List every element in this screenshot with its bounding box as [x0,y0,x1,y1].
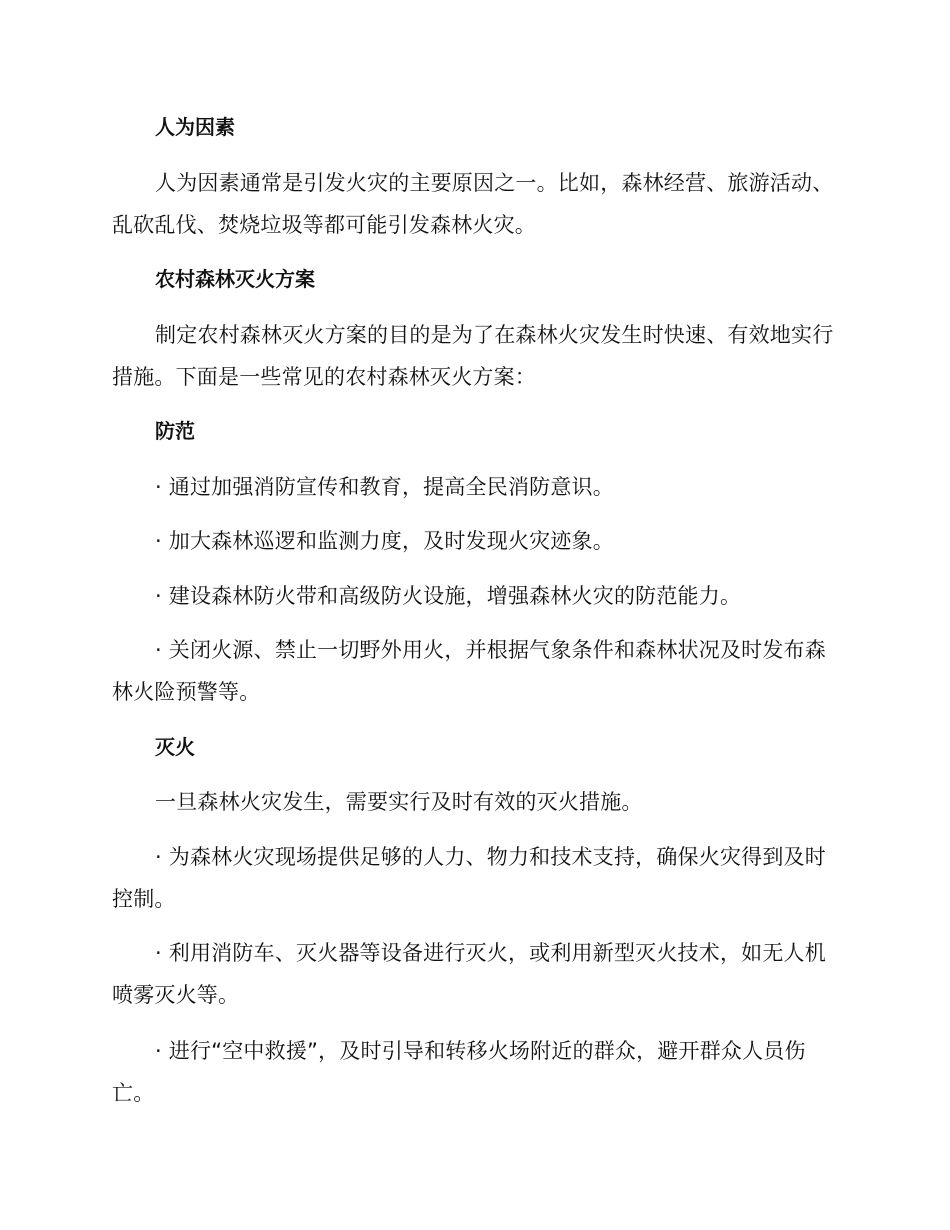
list-item-prevention-2: · 加大森林巡逻和监测力度，及时发现火灾迹象。 [155,529,614,553]
list-item-prevention-3: · 建设森林防火带和高级防火设施，增强森林火灾的防范能力。 [155,584,742,608]
section-heading-prevention: 防范 [155,419,195,443]
list-item-prevention-4: · 关闭火源、禁止一切野外用火，并根据气象条件和森林状况及时发布森林火险预警等。 [112,638,826,704]
paragraph-firefighting-intro: 一旦森林火灾发生，需要实行及时有效的灭火措施。 [155,790,643,814]
list-item-firefighting-3: · 进行“空中救援”，及时引导和转移火场附近的群众，避开群众人员伤亡。 [112,1039,806,1105]
section-heading-human-factors: 人为因素 [155,115,235,139]
list-item-prevention-1: · 通过加强消防宣传和教育，提高全民消防意识。 [155,475,614,499]
section-heading-firefighting: 灭火 [155,735,195,759]
paragraph-rural-fire-plan: 制定农村森林灭火方案的目的是为了在森林火灾发生时快速、有效地实行措施。下面是一些常见的农村森林灭火方案： [112,323,834,389]
list-item-firefighting-2: · 利用消防车、灭火器等设备进行灭火，或利用新型灭火技术，如无人机喷雾灭火等。 [112,941,826,1007]
paragraph-human-factors: 人为因素通常是引发火灾的主要原因之一。比如，森林经营、旅游活动、乱砍乱伐、焚烧垃圾等都可能引发森林火灾。 [112,171,834,237]
section-heading-rural-fire-plan: 农村森林灭火方案 [155,267,315,291]
list-item-firefighting-1: · 为森林火灾现场提供足够的人力、物力和技术支持，确保火灾得到及时控制。 [112,845,826,911]
